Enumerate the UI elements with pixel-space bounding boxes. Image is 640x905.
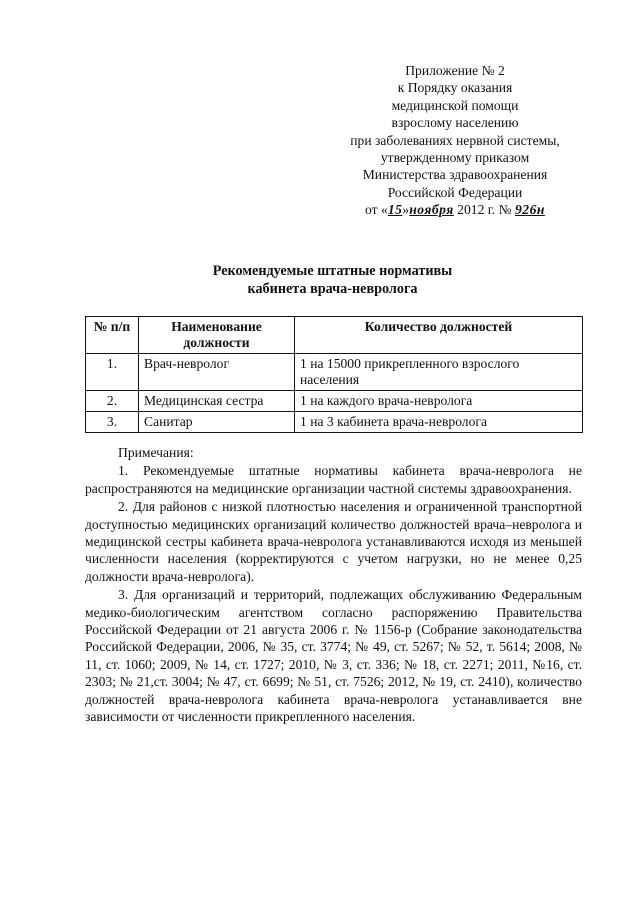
cell-count: 1 на 3 кабинета врача-невролога	[295, 412, 583, 433]
staffing-table	[85, 316, 583, 433]
table-header-row	[86, 317, 583, 354]
handwritten-day: 15	[387, 202, 403, 218]
header-position: Наименование должности	[139, 317, 295, 354]
notes-title: Примечания:	[118, 445, 194, 460]
appendix-line: Министерства здравоохранения	[362, 167, 548, 183]
note-item: 3. Для организаций и территорий, подлежащих обслуживанию Федеральным медико-биологическим агентством согласно распоряжению Правительства Российской Федерации от 21 августа 2006 г. № 1156-р (Собрание законодательства Российской Федерации, 2006, № 35, ст. 3774; № 49, ст. 5267; № 52, т. 5614; 2008, № 11, ст. 1060; 2009, № 14, ст. 1727; 2010, № 3, ст. 336; № 18, ст. 2271; 2011, №16, ст. 2303; № 21,ст. 3004; № 47, ст. 6699; № 51, ст. 7526; 2012, № 19, ст. 2410), количество должностей врача-невролога кабинета врача-невролога устанавливается вне зависимости от численности прикрепленного населения.	[85, 587, 582, 725]
appendix-line: Приложение № 2	[405, 63, 505, 78]
cell-count: 1 на каждого врача-невролога	[295, 391, 583, 412]
cell-position: Врач-невролог	[139, 354, 295, 391]
handwritten-month: ноября	[409, 202, 454, 218]
cell-position: Санитар	[139, 412, 295, 433]
table-row	[86, 354, 583, 391]
note-item: 1. Рекомендуемые штатные нормативы кабинета врача-невролога не распространяются на медицинские организации частной системы здравоохранения.	[85, 463, 582, 496]
notes-section	[85, 444, 582, 727]
date-prefix: от «	[365, 202, 388, 218]
cell-num: 1.	[86, 354, 139, 391]
date-year: 2012 г. №	[453, 202, 515, 218]
table-row	[86, 391, 583, 412]
handwritten-order-number: 926н	[514, 202, 545, 218]
document-title	[150, 262, 515, 298]
appendix-line: при заболеваниях нервной системы,	[350, 132, 560, 148]
table-row	[86, 412, 583, 433]
date-mid: »	[402, 202, 410, 218]
appendix-line: взрослому населению	[391, 115, 519, 131]
note-item: 2. Для районов с низкой плотностью населения и ограниченной транспортной доступностью медицинских организаций количество должностей врача–невролога и медицинской сестры кабинета врача-невролога устанавливаются исходя из меньшей численности населения (корректируются с учетом нагрузки, но не менее 0,25 должности врача-невролога).	[85, 499, 582, 584]
cell-count: 1 на 15000 прикрепленного взрослого населения	[295, 354, 583, 391]
cell-position: Медицинская сестра	[139, 391, 295, 412]
title-line-2: кабинета врача-невролога	[247, 281, 418, 297]
appendix-line: медицинской помощи	[391, 97, 519, 113]
appendix-line: утвержденному приказом	[380, 150, 530, 166]
header-num: № п/п	[86, 317, 139, 354]
order-date-line	[330, 201, 580, 218]
appendix-header	[330, 62, 580, 219]
cell-num: 2.	[86, 391, 139, 412]
appendix-line: к Порядку оказания	[397, 80, 513, 96]
header-count: Количество должностей	[295, 317, 583, 354]
appendix-line: Российской Федерации	[387, 184, 523, 200]
title-line-1: Рекомендуемые штатные нормативы	[212, 263, 453, 279]
cell-num: 3.	[86, 412, 139, 433]
